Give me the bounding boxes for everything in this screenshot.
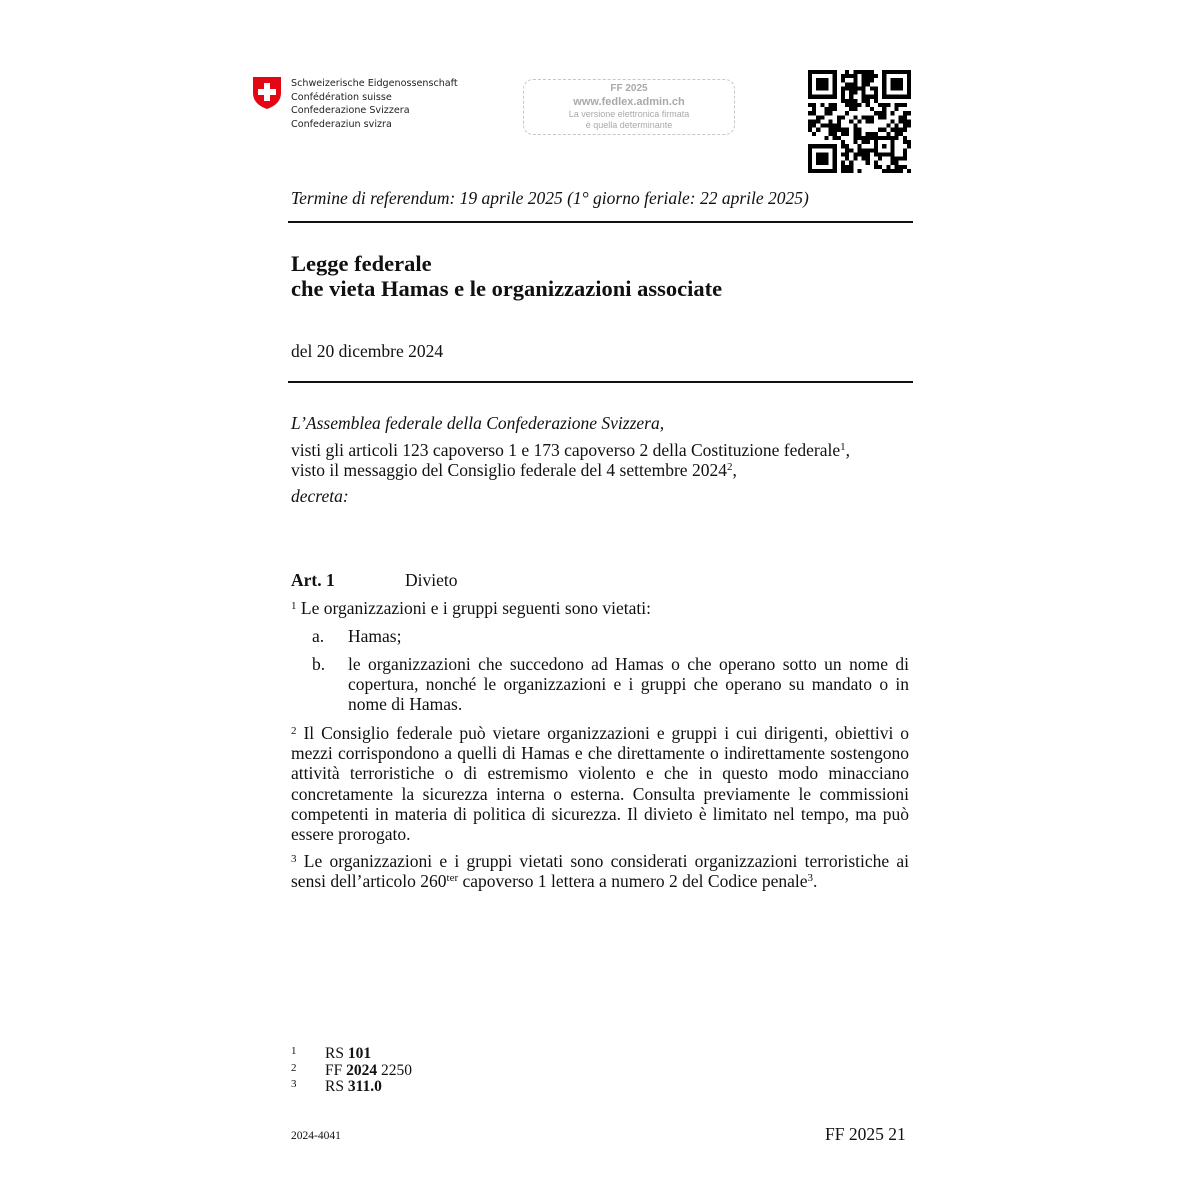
fedlex-stamp (523, 79, 735, 135)
paragraph-2-number: 2 (291, 725, 297, 737)
stamp-line-4: è quella determinante (585, 120, 673, 130)
footnote-number: 1 (291, 1045, 297, 1057)
paragraph-2-text: Il Consiglio federale può vietare organizzazioni e gruppi i cui dirigenti, obiettivi o mezzi corrispondono a quelli di Hamas e che direttamente o indirettamente sostengono attività terroristiche o di estremismo violento e che in questo modo minacciano concretamente la sicurezza interna o esterna. Consulta previamente le commissioni competenti in materia di politica di sicurezza. Il divieto è limitato nel tempo, ma può essere prorogato. (291, 723, 910, 845)
footnote-number: 3 (291, 1078, 297, 1090)
swiss-coat-of-arms-icon (252, 76, 282, 110)
header-divider (288, 221, 913, 223)
page-reference: FF 2025 21 (825, 1124, 906, 1144)
footnote-suffix: 2250 (381, 1061, 412, 1079)
stamp-line-3: La versione elettronica firmata (568, 109, 690, 119)
footnote-ref-3[interactable]: 3 (807, 872, 814, 885)
footnote-prefix: FF (325, 1061, 343, 1079)
referendum-deadline: Termine di referendum: 19 aprile 2025 (1° giorno feriale: 22 aprile 2025) (291, 188, 809, 208)
paragraph-1-number: 1 (291, 600, 297, 612)
confed-name-rm: Confederaziun svizra (291, 118, 392, 130)
confed-name-fr: Confédération suisse (291, 91, 392, 103)
list-item-text: Hamas; (348, 626, 402, 646)
list-item-label: b. (312, 654, 326, 674)
footnote-ref-1[interactable]: 1 (840, 441, 846, 453)
footnote-bold: 311.0 (347, 1078, 382, 1095)
stamp-line-2: www.fedlex.admin.ch (573, 96, 685, 108)
qr-code-icon (808, 70, 911, 173)
footnote-bold: 101 (347, 1045, 372, 1062)
confed-name-de: Schweizerische Eidgenossenschaft (291, 78, 458, 89)
law-date: del 20 dicembre 2024 (291, 341, 444, 361)
preamble-visto-text: visto il messaggio del Consiglio federale del 4 settembre 2024 (291, 460, 727, 480)
article-heading: Divieto (405, 570, 458, 590)
footnote-text (325, 1063, 412, 1080)
list-item-text: le organizzazioni che succedono ad Hamas o che operano sotto un nome di copertura, nonché le organizzazioni e i gruppi che operano su mandato o in nome di Hamas. (348, 654, 909, 715)
article-suffix: ter (446, 872, 459, 885)
footnote-number: 2 (291, 1061, 297, 1074)
footnote-text (325, 1046, 371, 1063)
title-divider (288, 381, 913, 383)
preamble-visti-text: visti gli articoli 123 capoverso 1 e 173 capoverso 2 della Costituzione federale (291, 440, 841, 460)
preamble-assembly: L’Assemblea federale della Confederazione Svizzera, (291, 413, 665, 433)
confederation-names (291, 77, 458, 131)
footnote-prefix: RS (325, 1045, 344, 1062)
confed-name-it: Confederazione Svizzera (291, 105, 410, 116)
preamble-visti (291, 440, 850, 460)
preamble-visto (291, 460, 737, 480)
footnote-prefix: RS (325, 1078, 344, 1095)
paragraph-3-end: . (813, 871, 818, 892)
paragraph-1-text: Le organizzazioni e i gruppi seguenti sono vietati: (300, 598, 651, 618)
paragraph-3-text-a: Le organizzazioni e i gruppi vietati sono considerati organizzazioni terroristiche ai sensi dell’articolo 260 (291, 851, 910, 892)
paragraph-2 (291, 723, 909, 844)
preamble-visto-end: , (732, 460, 737, 480)
paragraph-1 (291, 598, 909, 618)
law-title (291, 251, 722, 301)
article-number: Art. 1 (291, 570, 335, 590)
footnote-bold: 2024 (346, 1061, 378, 1079)
paragraph-3 (291, 851, 909, 891)
preamble-visti-end: , (845, 440, 851, 460)
footnote-ref-2[interactable]: 2 (726, 461, 733, 473)
stamp-line-1: FF 2025 (610, 83, 648, 94)
footnote-text (325, 1079, 382, 1096)
paragraph-3-text-b: capoverso 1 lettera a numero 2 del Codice penale (458, 871, 808, 892)
list-item-label: a. (312, 626, 325, 646)
document-number: 2024-4041 (291, 1130, 341, 1142)
paragraph-3-number: 3 (291, 853, 297, 865)
preamble-decreta: decreta: (291, 486, 349, 506)
law-title-line-1: Legge federale (291, 251, 432, 276)
law-title-line-2: che vieta Hamas e le organizzazioni associate (291, 276, 723, 301)
